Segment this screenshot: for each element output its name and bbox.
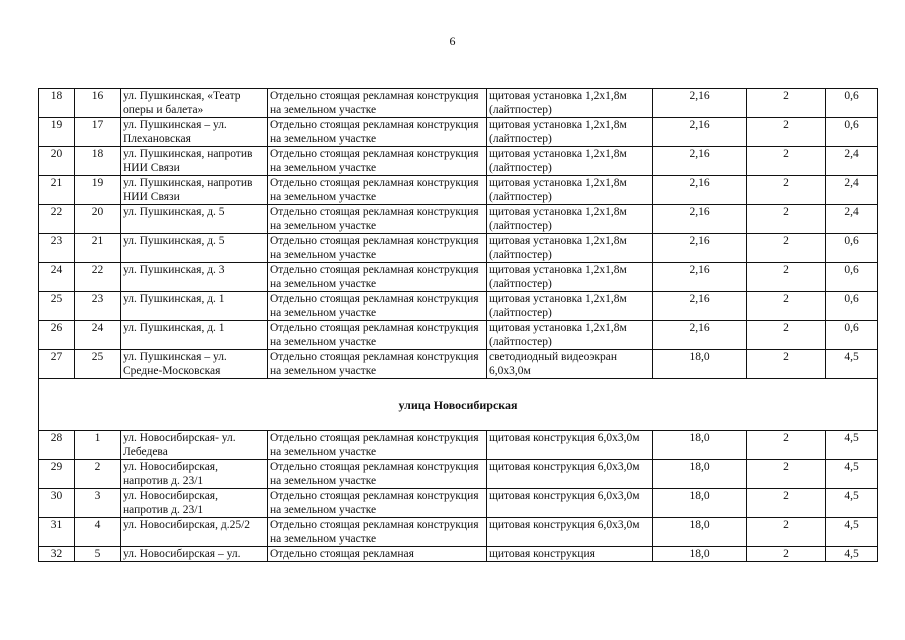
sides-cell: 2 (747, 350, 826, 379)
area-cell: 2,16 (653, 89, 747, 118)
row-number: 22 (39, 205, 75, 234)
type-cell: Отдельно стоящая рекламная конструкция на земельном участке (268, 489, 487, 518)
construction-cell: щитовая установка 1,2х1,8м (лайтпостер) (487, 118, 653, 147)
type-cell: Отдельно стоящая рекламная конструкция на земельном участке (268, 118, 487, 147)
row-index: 18 (75, 147, 121, 176)
row-index: 24 (75, 321, 121, 350)
construction-cell: щитовая конструкция 6,0х3,0м (487, 460, 653, 489)
construction-cell: щитовая установка 1,2х1,8м (лайтпостер) (487, 234, 653, 263)
row-number: 18 (39, 89, 75, 118)
type-cell: Отдельно стоящая рекламная конструкция на земельном участке (268, 263, 487, 292)
area-cell: 18,0 (653, 350, 747, 379)
type-cell: Отдельно стоящая рекламная конструкция на земельном участке (268, 431, 487, 460)
construction-cell: щитовая конструкция 6,0х3,0м (487, 431, 653, 460)
sides-cell: 2 (747, 147, 826, 176)
row-number: 23 (39, 234, 75, 263)
type-cell: Отдельно стоящая рекламная конструкция на земельном участке (268, 321, 487, 350)
value-cell: 4,5 (826, 431, 878, 460)
sides-cell: 2 (747, 234, 826, 263)
table-row (39, 176, 878, 205)
construction-cell: щитовая установка 1,2х1,8м (лайтпостер) (487, 205, 653, 234)
type-cell: Отдельно стоящая рекламная (268, 547, 487, 562)
table-row (39, 118, 878, 147)
value-cell: 4,5 (826, 547, 878, 562)
row-number: 25 (39, 292, 75, 321)
row-index: 4 (75, 518, 121, 547)
row-index: 5 (75, 547, 121, 562)
table-row (39, 431, 878, 460)
value-cell: 0,6 (826, 292, 878, 321)
construction-cell: щитовая конструкция 6,0х3,0м (487, 489, 653, 518)
sides-cell: 2 (747, 118, 826, 147)
section-header-row (39, 379, 878, 431)
type-cell: Отдельно стоящая рекламная конструкция на земельном участке (268, 350, 487, 379)
area-cell: 18,0 (653, 431, 747, 460)
row-index: 19 (75, 176, 121, 205)
value-cell: 4,5 (826, 518, 878, 547)
construction-cell: щитовая конструкция 6,0х3,0м (487, 518, 653, 547)
value-cell: 2,4 (826, 176, 878, 205)
location-cell: ул. Пушкинская – ул. Средне-Московская (121, 350, 268, 379)
construction-cell: щитовая установка 1,2х1,8м (лайтпостер) (487, 263, 653, 292)
construction-cell: щитовая установка 1,2х1,8м (лайтпостер) (487, 147, 653, 176)
advertising-structures-table (38, 88, 878, 562)
row-index: 3 (75, 489, 121, 518)
section-title: улица Новосибирская (39, 379, 878, 431)
area-cell: 2,16 (653, 205, 747, 234)
row-number: 29 (39, 460, 75, 489)
location-cell: ул. Пушкинская, напротив НИИ Связи (121, 176, 268, 205)
row-index: 25 (75, 350, 121, 379)
area-cell: 2,16 (653, 263, 747, 292)
sides-cell: 2 (747, 321, 826, 350)
table-row (39, 321, 878, 350)
sides-cell: 2 (747, 460, 826, 489)
area-cell: 2,16 (653, 234, 747, 263)
type-cell: Отдельно стоящая рекламная конструкция на земельном участке (268, 518, 487, 547)
table-row (39, 350, 878, 379)
value-cell: 0,6 (826, 89, 878, 118)
location-cell: ул. Новосибирская – ул. (121, 547, 268, 562)
row-index: 17 (75, 118, 121, 147)
construction-cell: щитовая установка 1,2х1,8м (лайтпостер) (487, 292, 653, 321)
table-row (39, 263, 878, 292)
construction-cell: щитовая установка 1,2х1,8м (лайтпостер) (487, 321, 653, 350)
sides-cell: 2 (747, 263, 826, 292)
row-number: 27 (39, 350, 75, 379)
sides-cell: 2 (747, 489, 826, 518)
type-cell: Отдельно стоящая рекламная конструкция на земельном участке (268, 147, 487, 176)
table-row (39, 547, 878, 562)
type-cell: Отдельно стоящая рекламная конструкция на земельном участке (268, 176, 487, 205)
row-index: 1 (75, 431, 121, 460)
location-cell: ул. Новосибирская, напротив д. 23/1 (121, 460, 268, 489)
area-cell: 18,0 (653, 460, 747, 489)
value-cell: 0,6 (826, 263, 878, 292)
construction-cell: щитовая установка 1,2х1,8м (лайтпостер) (487, 89, 653, 118)
value-cell: 0,6 (826, 234, 878, 263)
sides-cell: 2 (747, 431, 826, 460)
table-row (39, 89, 878, 118)
location-cell: ул. Новосибирская- ул. Лебедева (121, 431, 268, 460)
row-index: 16 (75, 89, 121, 118)
area-cell: 2,16 (653, 147, 747, 176)
type-cell: Отдельно стоящая рекламная конструкция на земельном участке (268, 205, 487, 234)
location-cell: ул. Пушкинская, д. 5 (121, 234, 268, 263)
location-cell: ул. Новосибирская, напротив д. 23/1 (121, 489, 268, 518)
sides-cell: 2 (747, 292, 826, 321)
sides-cell: 2 (747, 547, 826, 562)
area-cell: 2,16 (653, 321, 747, 350)
row-index: 23 (75, 292, 121, 321)
sides-cell: 2 (747, 176, 826, 205)
value-cell: 4,5 (826, 460, 878, 489)
row-number: 32 (39, 547, 75, 562)
row-number: 19 (39, 118, 75, 147)
row-index: 21 (75, 234, 121, 263)
area-cell: 2,16 (653, 118, 747, 147)
area-cell: 2,16 (653, 176, 747, 205)
table-row (39, 234, 878, 263)
sides-cell: 2 (747, 518, 826, 547)
location-cell: ул. Пушкинская, напротив НИИ Связи (121, 147, 268, 176)
type-cell: Отдельно стоящая рекламная конструкция на земельном участке (268, 234, 487, 263)
location-cell: ул. Новосибирская, д.25/2 (121, 518, 268, 547)
sides-cell: 2 (747, 205, 826, 234)
table-row (39, 489, 878, 518)
value-cell: 0,6 (826, 321, 878, 350)
row-number: 31 (39, 518, 75, 547)
location-cell: ул. Пушкинская, «Театр оперы и балета» (121, 89, 268, 118)
location-cell: ул. Пушкинская, д. 1 (121, 321, 268, 350)
row-number: 20 (39, 147, 75, 176)
row-index: 20 (75, 205, 121, 234)
value-cell: 4,5 (826, 489, 878, 518)
location-cell: ул. Пушкинская, д. 3 (121, 263, 268, 292)
location-cell: ул. Пушкинская – ул. Плехановская (121, 118, 268, 147)
row-index: 22 (75, 263, 121, 292)
type-cell: Отдельно стоящая рекламная конструкция на земельном участке (268, 460, 487, 489)
value-cell: 2,4 (826, 147, 878, 176)
table-row (39, 205, 878, 234)
value-cell: 4,5 (826, 350, 878, 379)
row-number: 21 (39, 176, 75, 205)
area-cell: 18,0 (653, 518, 747, 547)
table-row (39, 460, 878, 489)
location-cell: ул. Пушкинская, д. 5 (121, 205, 268, 234)
row-number: 26 (39, 321, 75, 350)
row-number: 30 (39, 489, 75, 518)
area-cell: 18,0 (653, 547, 747, 562)
table-row (39, 147, 878, 176)
table-row (39, 292, 878, 321)
value-cell: 2,4 (826, 205, 878, 234)
row-number: 24 (39, 263, 75, 292)
area-cell: 2,16 (653, 292, 747, 321)
value-cell: 0,6 (826, 118, 878, 147)
row-index: 2 (75, 460, 121, 489)
construction-cell: щитовая установка 1,2х1,8м (лайтпостер) (487, 176, 653, 205)
type-cell: Отдельно стоящая рекламная конструкция на земельном участке (268, 292, 487, 321)
construction-cell: светодиодный видеоэкран 6,0х3,0м (487, 350, 653, 379)
sides-cell: 2 (747, 89, 826, 118)
area-cell: 18,0 (653, 489, 747, 518)
row-number: 28 (39, 431, 75, 460)
location-cell: ул. Пушкинская, д. 1 (121, 292, 268, 321)
type-cell: Отдельно стоящая рекламная конструкция на земельном участке (268, 89, 487, 118)
page-number: 6 (449, 34, 456, 48)
construction-cell: щитовая конструкция (487, 547, 653, 562)
table-row (39, 518, 878, 547)
